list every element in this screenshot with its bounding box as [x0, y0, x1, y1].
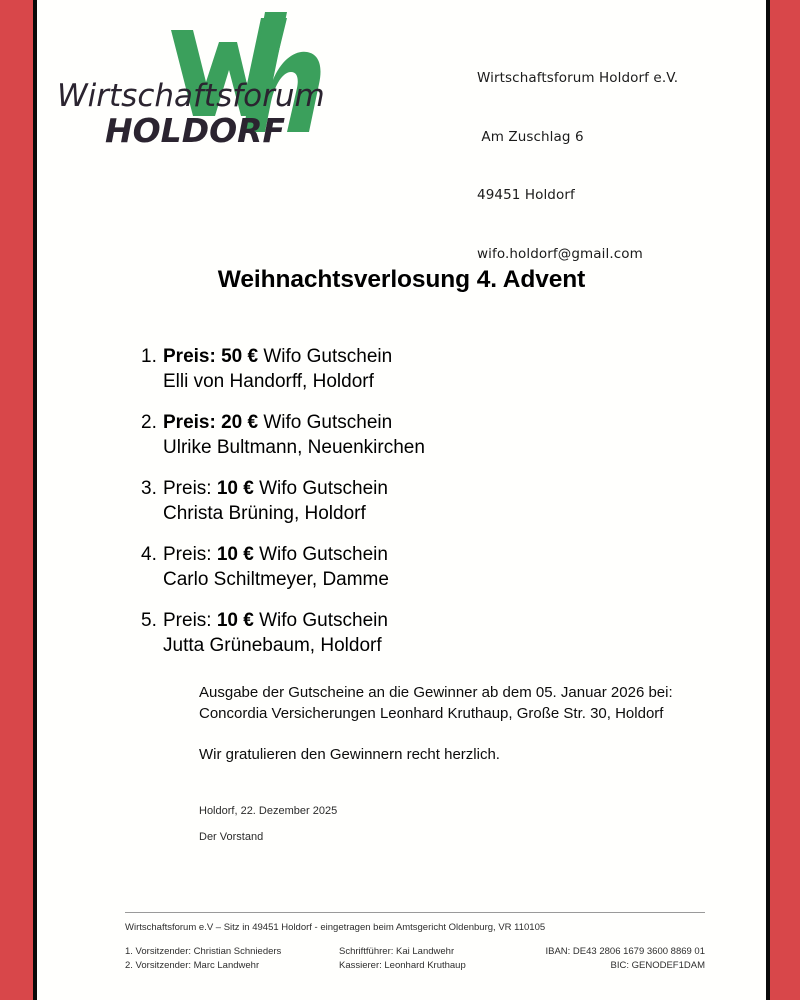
congratulations-line: Wir gratulieren den Gewinnern recht herzlich.	[199, 746, 500, 763]
place-and-date: Holdorf, 22. Dezember 2025	[199, 805, 338, 817]
prize-rank: 4.	[141, 544, 157, 565]
prize-entry	[141, 608, 701, 658]
prize-label: Preis:	[163, 412, 216, 433]
prize-rank: 2.	[141, 412, 157, 433]
prize-amount: 10 €	[216, 610, 254, 631]
prize-winner: Carlo Schiltmeyer, Damme	[163, 569, 389, 590]
prize-winner: Christa Brüning, Holdorf	[163, 503, 366, 524]
signature-block	[199, 803, 337, 845]
footer-iban: IBAN: DE43 2806 1679 3600 8869 01	[545, 946, 705, 957]
logo-artwork	[51, 8, 351, 148]
footer-staff-column	[339, 945, 466, 972]
document-footer	[37, 912, 766, 1000]
prize-headline	[141, 410, 701, 435]
address-line-email: wifo.holdorf@gmail.com	[477, 245, 643, 262]
prize-label: Preis:	[163, 478, 212, 499]
page-title: Weihnachtsverlosung 4. Advent	[217, 266, 586, 293]
voucher-pickup-info	[199, 682, 739, 724]
prize-voucher-type: Wifo Gutschein	[263, 412, 393, 433]
prize-amount: 50 €	[221, 346, 259, 367]
prize-label: Preis:	[163, 544, 212, 565]
address-line-city: 49451 Holdorf	[477, 187, 575, 203]
prize-entry	[141, 476, 701, 526]
footer-bank-column	[509, 945, 705, 972]
footer-divider	[125, 912, 705, 913]
prize-list	[141, 344, 701, 674]
body-text	[199, 682, 739, 765]
logo-wordmark-holdorf: HOLDORF	[105, 111, 286, 148]
prize-rank: 5.	[141, 610, 157, 631]
prize-headline	[141, 476, 701, 501]
prize-voucher-type: Wifo Gutschein	[259, 544, 388, 565]
address-line-street: Am Zuschlag 6	[477, 128, 584, 145]
prize-amount: 20 €	[221, 412, 259, 433]
prize-headline	[141, 542, 701, 567]
logo-wordmark-wirtschaftsforum: Wirtschaftsforum	[57, 78, 325, 114]
footer-chair-1: 1. Vorsitzender: Christian Schnieders	[125, 946, 282, 957]
prize-winner: Ulrike Bultmann, Neuenkirchen	[163, 437, 425, 458]
prize-rank: 1.	[141, 346, 157, 367]
document-header	[37, 0, 766, 262]
pickup-location-line: Concordia Versicherungen Leonhard Kruthaup, Große Str. 30, Holdorf	[199, 705, 664, 722]
prize-label: Preis:	[163, 346, 216, 367]
prize-amount: 10 €	[216, 544, 254, 565]
prize-voucher-type: Wifo Gutschein	[259, 478, 388, 499]
prize-entry	[141, 542, 701, 592]
footer-secretary: Schriftführer: Kai Landwehr	[339, 946, 455, 957]
footer-bic: BIC: GENODEF1DAM	[610, 959, 705, 971]
prize-label: Preis:	[163, 610, 212, 631]
prize-amount: 10 €	[216, 478, 254, 499]
prize-headline	[141, 344, 701, 369]
prize-rank: 3.	[141, 478, 157, 499]
prize-entry	[141, 410, 701, 460]
signer-name: Der Vorstand	[199, 831, 264, 843]
organization-address-block	[477, 30, 678, 303]
prize-voucher-type: Wifo Gutschein	[259, 610, 388, 631]
address-line-name: Wirtschaftsforum Holdorf e.V.	[477, 70, 679, 86]
prize-winner: Elli von Handorff, Holdorf	[163, 371, 374, 392]
footer-legal-line: Wirtschaftsforum e.V – Sitz in 49451 Holdorf - eingetragen beim Amtsgericht Oldenburg, VR 110105	[125, 922, 546, 933]
footer-board-column	[125, 945, 281, 972]
document-page	[33, 0, 770, 1000]
footer-treasurer: Kassierer: Leonhard Kruthaup	[339, 959, 466, 971]
pickup-date-line: Ausgabe der Gutscheine an die Gewinner ab dem 05. Januar 2026 bei:	[199, 684, 673, 701]
prize-winner: Jutta Grünebaum, Holdorf	[163, 635, 382, 656]
prize-headline	[141, 608, 701, 633]
footer-chair-2: 2. Vorsitzender: Marc Landwehr	[125, 959, 260, 971]
prize-entry	[141, 344, 701, 394]
prize-voucher-type: Wifo Gutschein	[263, 346, 393, 367]
wirtschaftsforum-holdorf-logo	[51, 8, 351, 148]
